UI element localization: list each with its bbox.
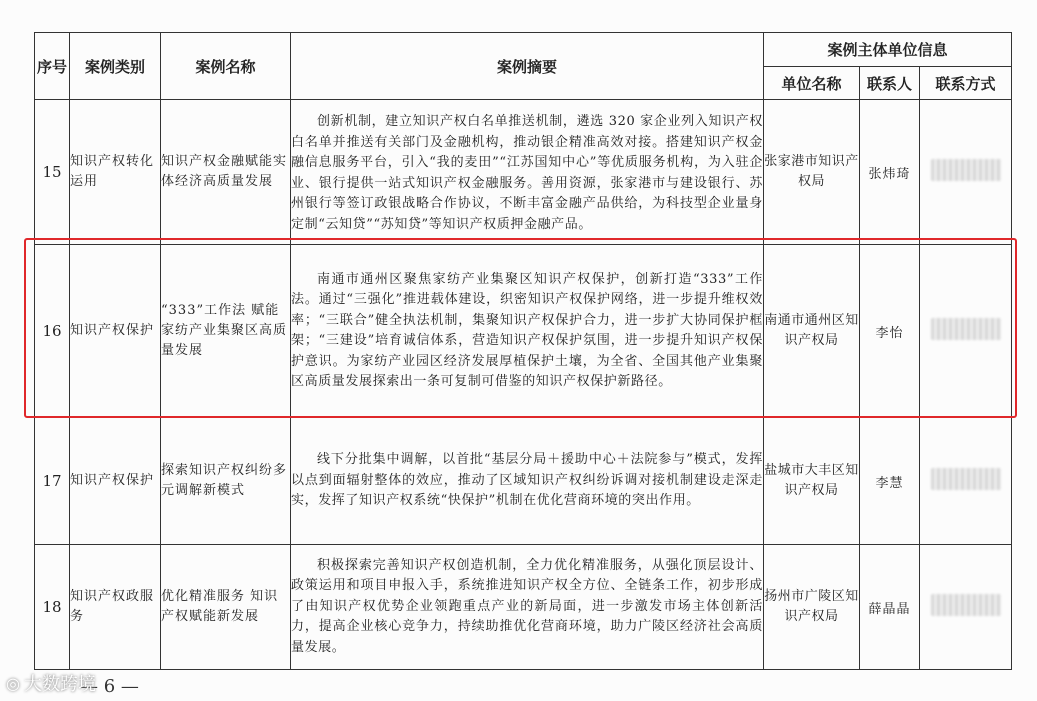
watermark-logo-icon: ◎ [6,673,20,693]
row-no: 16 [35,245,70,418]
row-summary: 线下分批集中调解，以首批“基层分局＋援助中心＋法院参与”模式，发挥以点到面辐射整体的效应，推动了区域知识产权纠纷诉调对接机制建设走深走实，发挥了知识产权系统“快保护”机制在优化营商环境的突出作用。 [291,418,764,545]
header-name: 案例名称 [161,33,291,100]
row-summary-text: 创新机制，建立知识产权白名单推送机制，遴选 320 家企业列入知识产权白名单并推送有关部门及金融机构，推动银企精准高效对接。搭建知识产权金融信息服务平台，引入“我的麦田”“江苏国知中心”等优质服务机构，为入驻企业、银行提供一站式知识产权金融服务。善用资源，张家港市与建设银行、苏州银行等签订政银战略合作协议，不断丰富金融产品供给，为科技型企业量身定制“云知贷”“苏知贷”等知识产权质押金融产品。 [291,114,763,232]
row-category: 知识产权保护 [70,245,161,418]
case-table [34,32,1012,670]
row-no: 18 [35,545,70,670]
row-no: 17 [35,418,70,545]
table-row [35,545,1012,670]
row-category: 知识产权保护 [70,418,161,545]
header-summary: 案例摘要 [291,33,764,100]
row-summary: 南通市通州区聚焦家纺产业集聚区知识产权保护，创新打造“333”工作法。通过“三强化”推进载体建设，织密知识产权保护网络，进一步提升维权效率；“三联合”健全执法机制，集聚知识产权保护合力，进一步扩大协同保护框架；“三建设”培育诚信体系，营造知识产权保护氛围，进一步提升知识产权保护意识。为家纺产业园区经济发展厚植保护土壤，为全省、全国其他产业集聚区高质量发展探索出一条可复制可借鉴的知识产权保护新路径。 [291,245,764,418]
header-phone: 联系方式 [920,67,1012,100]
row-phone [920,100,1012,245]
row-summary: 积极探索完善知识产权创造机制，全力优化精准服务，从强化顶层设计、政策运用和项目申报入手，系统推进知识产权全方位、全链条工作，初步形成了由知识产权优势企业领跑重点产业的新局面，进一步激发市场主体创新活力，提高企业核心竞争力，持续助推优化营商环境，助力广陵区经济社会高质量发展。 [291,545,764,670]
watermark-text: 大数跨境 [23,674,96,695]
row-category: 知识产权政服务 [70,545,161,670]
row-summary [291,100,764,245]
redacted-phone [931,468,1001,490]
redacted-phone [931,318,1001,340]
row-contact: 薛晶晶 [860,545,920,670]
row-phone [920,418,1012,545]
row-unit: 南通市通州区知识产权局 [764,245,860,418]
header-row [35,33,1012,67]
row-unit: 张家港市知识产权局 [764,100,860,245]
row-contact: 李怡 [860,245,920,418]
header-category: 案例类别 [70,33,161,100]
row-name: 优化精准服务 知识产权赋能新发展 [161,545,291,670]
row-name: “333”工作法 赋能家纺产业集聚区高质量发展 [161,245,291,418]
row-category: 知识产权转化运用 [70,100,161,245]
header-contact: 联系人 [860,67,920,100]
row-name: 知识产权金融赋能实体经济高质量发展 [161,100,291,245]
table-row [35,418,1012,545]
row-contact: 李慧 [860,418,920,545]
row-name: 探索知识产权纠纷多元调解新模式 [161,418,291,545]
header-unit: 单位名称 [764,67,860,100]
header-org-info: 案例主体单位信息 [764,33,1012,67]
redacted-phone [931,159,1001,181]
row-phone [920,545,1012,670]
header-no: 序号 [35,33,70,100]
row-contact: 张炜琦 [860,100,920,245]
page-number: — 6 — [80,676,139,697]
row-no: 15 [35,100,70,245]
table-row [35,245,1012,418]
table-row [35,100,1012,245]
redacted-phone [931,594,1001,616]
watermark [6,670,96,696]
row-phone [920,245,1012,418]
row-unit: 盐城市大丰区知识产权局 [764,418,860,545]
row-unit: 扬州市广陵区知识产权局 [764,545,860,670]
